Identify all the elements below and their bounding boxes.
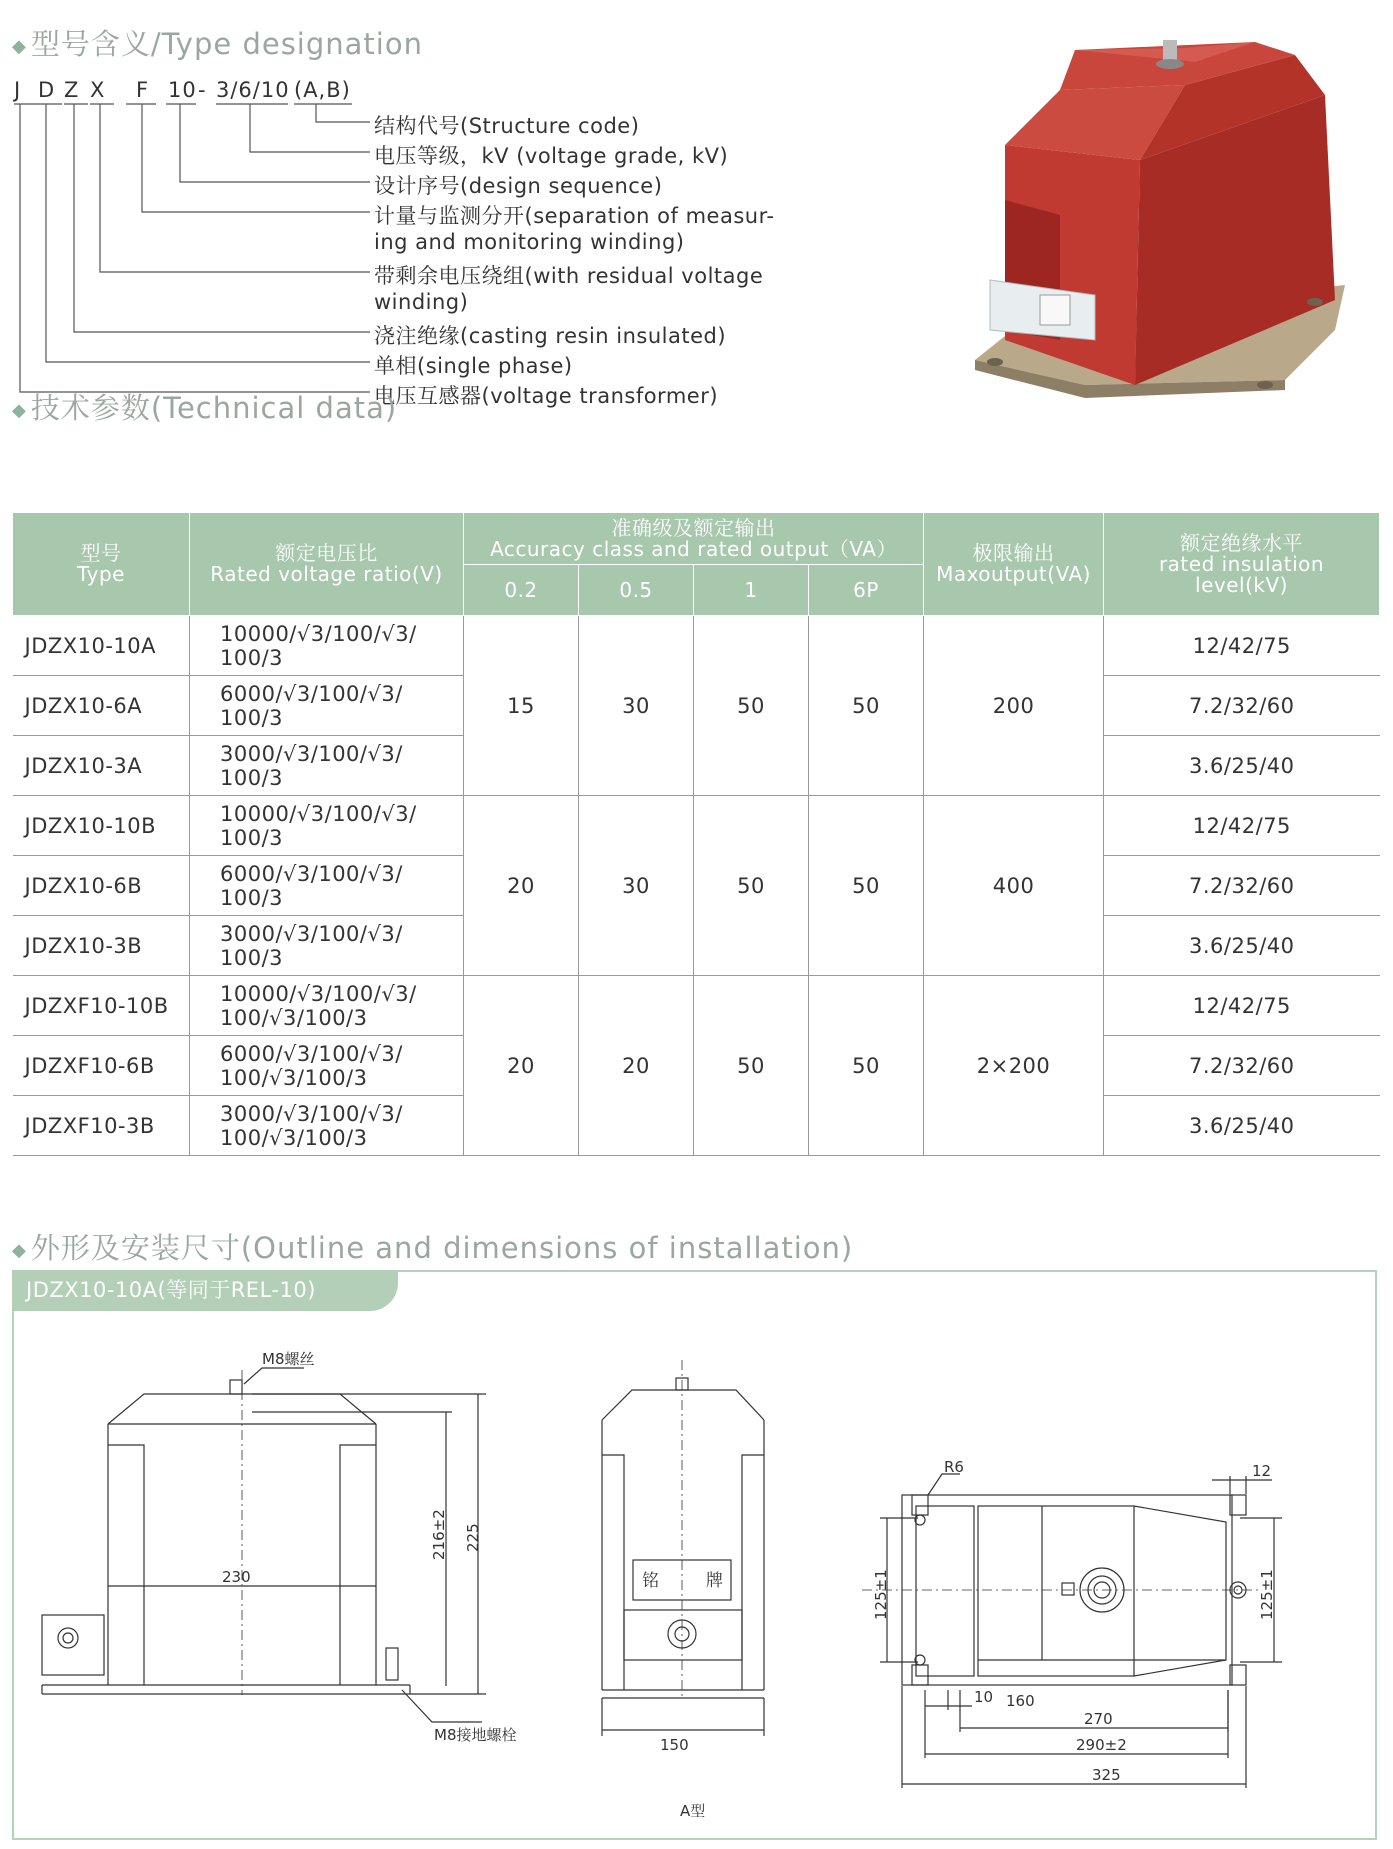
- section-title-text: 技术参数(Technical data): [30, 391, 398, 425]
- type-code-letter: J: [14, 78, 22, 102]
- cell-insulation: 12/42/75: [1104, 976, 1380, 1036]
- header-ratio: [190, 513, 464, 616]
- header-accuracy-en: Accuracy class and rated output（VA）: [490, 536, 897, 561]
- dim-125-left: 125±1: [872, 1569, 890, 1620]
- header-ins-en1: rated insulation: [1158, 551, 1325, 576]
- section-title-text: 型号含义/Type designation: [30, 27, 423, 61]
- cell-type: JDZXF10-6B: [13, 1036, 190, 1096]
- cell-class-6p: 50: [809, 976, 924, 1156]
- header-ratio-en: Rated voltage ratio(V): [210, 562, 443, 586]
- outline-model-tab: JDZX10-10A(等同于REL-10): [12, 1270, 398, 1311]
- product-photo: [965, 40, 1375, 400]
- designation-line: 带剩余电压绕组(with residual voltage: [374, 264, 764, 288]
- technical-data-table: [12, 512, 1380, 1156]
- cell-type: JDZXF10-10B: [13, 976, 190, 1036]
- dim-230: 230: [222, 1568, 251, 1586]
- header-class-0.2: 0.2: [464, 565, 579, 616]
- header-insulation: [1104, 513, 1380, 616]
- cell-class-0.2: 15: [464, 616, 579, 796]
- cell-maxoutput: 400: [924, 796, 1104, 976]
- cell-insulation: 12/42/75: [1104, 796, 1380, 856]
- header-ratio-cn: 额定电压比: [275, 541, 378, 565]
- type-code-letter: (A,B): [294, 78, 351, 102]
- type-code-letter: X: [90, 78, 106, 102]
- cell-ratio: 10000/√3/100/√3/ 100/√3/100/3: [190, 976, 464, 1036]
- cell-ratio: 6000/√3/100/√3/ 100/√3/100/3: [190, 1036, 464, 1096]
- bullet-icon: ◆: [12, 35, 27, 57]
- header-accuracy-cn: 准确级及额定输出: [611, 515, 776, 540]
- cell-ratio: 10000/√3/100/√3/ 100/3: [190, 796, 464, 856]
- cell-maxoutput: 2×200: [924, 976, 1104, 1156]
- designation-line: 电压互感器(voltage transformer): [374, 384, 719, 408]
- cell-type: JDZXF10-3B: [13, 1096, 190, 1156]
- header-type: [13, 513, 190, 616]
- designation-line: 电压等级，kV (voltage grade, kV): [374, 144, 729, 168]
- header-type-cn: 型号: [80, 541, 122, 565]
- section-title-technical-data: [12, 386, 397, 427]
- designation-line: 单相(single phase): [374, 354, 573, 378]
- section-title-text: 外形及安装尺寸(Outline and dimensions of installation): [30, 1231, 854, 1265]
- cell-insulation: 7.2/32/60: [1104, 676, 1380, 736]
- label-nameplate-2: 牌: [706, 1571, 723, 1591]
- cell-class-1: 50: [694, 796, 809, 976]
- table-row: [13, 796, 1380, 856]
- designation-line: 计量与监测分开(separation of measur-: [374, 204, 775, 228]
- type-code-letter: 3/6/10: [216, 78, 290, 102]
- bullet-icon: ◆: [12, 399, 27, 421]
- header-ins-en2: level(kV): [1195, 572, 1288, 597]
- designation-line: winding): [374, 290, 469, 314]
- cell-type: JDZX10-10B: [13, 796, 190, 856]
- label-m8-screw: M8螺丝: [262, 1350, 315, 1368]
- dim-216: 216±2: [430, 1509, 448, 1560]
- cell-class-0.2: 20: [464, 796, 579, 976]
- table-row: [13, 976, 1380, 1036]
- dim-225: 225: [464, 1523, 482, 1552]
- header-max-cn: 极限输出: [972, 541, 1055, 565]
- cell-class-0.2: 20: [464, 976, 579, 1156]
- cell-insulation: 3.6/25/40: [1104, 736, 1380, 796]
- cell-ratio: 6000/√3/100/√3/ 100/3: [190, 676, 464, 736]
- type-code-letter: D: [38, 78, 56, 102]
- header-accuracy: [464, 513, 924, 565]
- table-row: [13, 616, 1380, 676]
- cell-type: JDZX10-10A: [13, 616, 190, 676]
- cell-ratio: 3000/√3/100/√3/ 100/3: [190, 736, 464, 796]
- header-maxoutput: [924, 513, 1104, 616]
- cell-class-0.5: 20: [579, 976, 694, 1156]
- cell-insulation: 3.6/25/40: [1104, 916, 1380, 976]
- outline-drawings: [12, 1270, 1377, 1840]
- label-r6: R6: [944, 1458, 964, 1476]
- cell-ratio: 10000/√3/100/√3/ 100/3: [190, 616, 464, 676]
- type-code-letter: Z: [64, 78, 80, 102]
- dim-150: 150: [660, 1736, 689, 1754]
- dim-160: 160: [1006, 1692, 1035, 1710]
- header-max-en: Maxoutput(VA): [936, 562, 1091, 586]
- header-ins-cn: 额定绝缘水平: [1180, 530, 1304, 555]
- cell-insulation: 7.2/32/60: [1104, 856, 1380, 916]
- designation-line: ing and monitoring winding): [374, 230, 685, 254]
- header-class-0.5: 0.5: [579, 565, 694, 616]
- dim-125-right: 125±1: [1258, 1569, 1276, 1620]
- drawing-caption: A型: [680, 1802, 706, 1820]
- cell-class-6p: 50: [809, 616, 924, 796]
- designation-line: 结构代号(Structure code): [374, 114, 640, 138]
- cell-type: JDZX10-6B: [13, 856, 190, 916]
- cell-class-1: 50: [694, 976, 809, 1156]
- cell-class-1: 50: [694, 616, 809, 796]
- type-code-letter: 10: [168, 78, 197, 102]
- header-type-en: Type: [77, 562, 125, 586]
- dim-290: 290±2: [1076, 1736, 1127, 1754]
- bullet-icon: ◆: [12, 1239, 27, 1261]
- cell-type: JDZX10-3B: [13, 916, 190, 976]
- cell-type: JDZX10-3A: [13, 736, 190, 796]
- cell-insulation: 7.2/32/60: [1104, 1036, 1380, 1096]
- header-class-6p: 6P: [809, 565, 924, 616]
- cell-class-0.5: 30: [579, 616, 694, 796]
- dim-325: 325: [1092, 1766, 1121, 1784]
- cell-type: JDZX10-6A: [13, 676, 190, 736]
- cell-class-6p: 50: [809, 796, 924, 976]
- cell-ratio: 3000/√3/100/√3/ 100/√3/100/3: [190, 1096, 464, 1156]
- cell-maxoutput: 200: [924, 616, 1104, 796]
- cell-ratio: 3000/√3/100/√3/ 100/3: [190, 916, 464, 976]
- dim-12: 12: [1252, 1462, 1272, 1480]
- cell-ratio: 6000/√3/100/√3/ 100/3: [190, 856, 464, 916]
- dim-270: 270: [1084, 1710, 1113, 1728]
- designation-line: 浇注绝缘(casting resin insulated): [374, 324, 727, 348]
- cell-insulation: 3.6/25/40: [1104, 1096, 1380, 1156]
- header-class-1: 1: [694, 565, 809, 616]
- type-code-letter: -: [198, 78, 207, 102]
- cell-class-0.5: 30: [579, 796, 694, 976]
- section-title-outline: [12, 1226, 853, 1267]
- dim-10: 10: [974, 1688, 994, 1706]
- label-nameplate-1: 铭: [642, 1571, 659, 1591]
- label-m8-ground-bolt: M8接地螺栓: [434, 1726, 517, 1744]
- designation-line: 设计序号(design sequence): [374, 174, 663, 198]
- cell-insulation: 12/42/75: [1104, 616, 1380, 676]
- type-code-letter: F: [136, 78, 150, 102]
